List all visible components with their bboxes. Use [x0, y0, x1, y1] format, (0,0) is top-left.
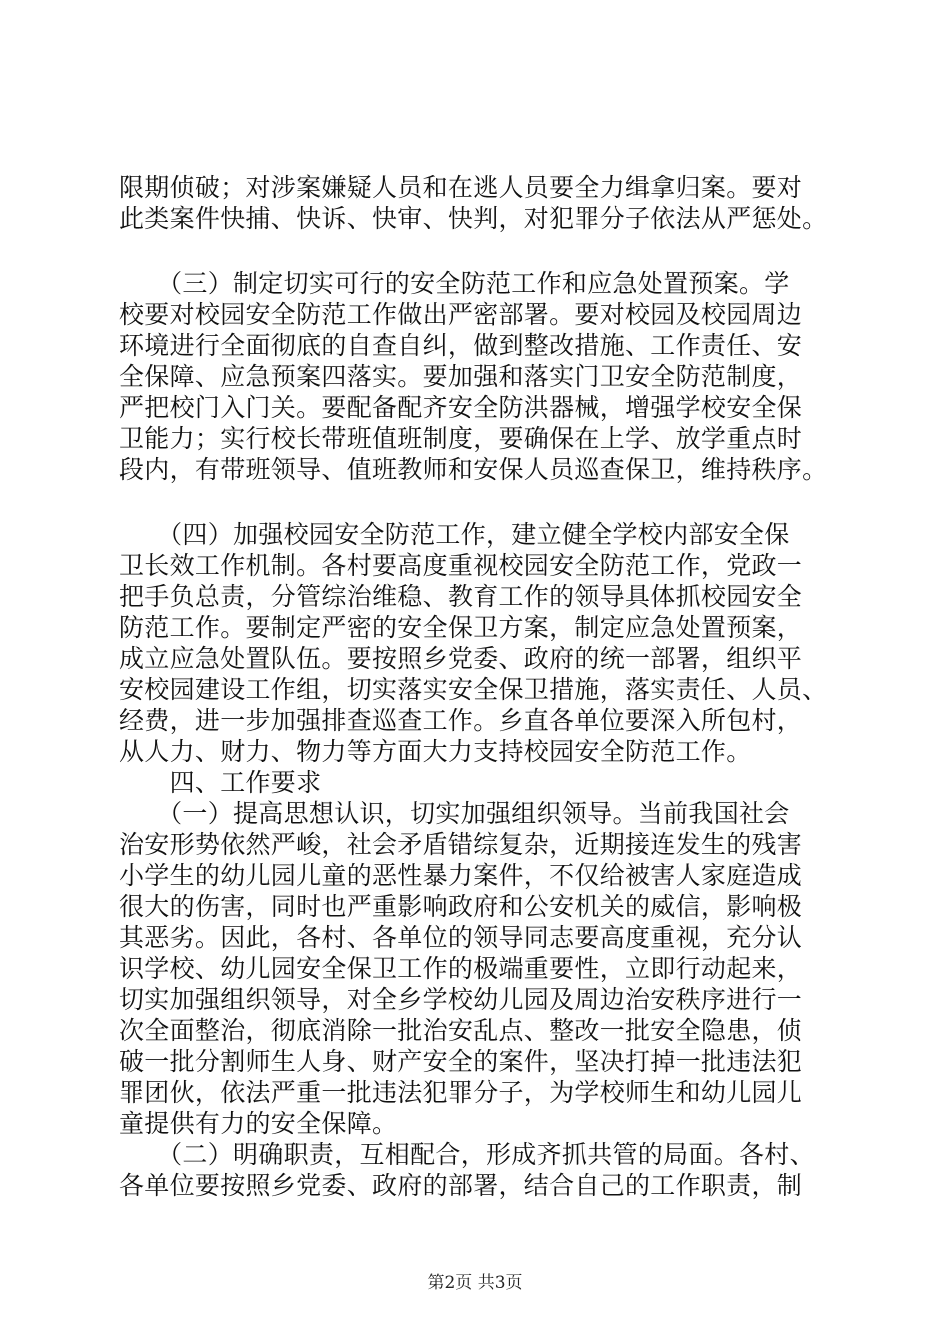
text-line: 防范工作。要制定严密的安全保卫方案，制定应急处置预案，: [119, 613, 803, 642]
text-line: 安校园建设工作组，切实落实安全保卫措施，落实责任、人员、: [119, 675, 828, 704]
text-line: 童提供有力的安全保障。: [119, 1109, 398, 1138]
text-line: 段内，有带班领导、值班教师和安保人员巡查保卫，维持秩序。: [119, 455, 828, 484]
text-line: （四）加强校园安全防范工作，建立健全学校内部安全保: [119, 520, 790, 549]
text-line: 严把校门入门关。要配备配齐安全防洪器械，增强学校安全保: [119, 393, 803, 422]
text-line: 破一批分割师生人身、财产安全的案件，坚决打掉一批违法犯: [119, 1047, 803, 1076]
text-line: 很大的伤害，同时也严重影响政府和公安机关的威信，影响极: [119, 892, 803, 921]
text-line: 成立应急处置队伍。要按照乡党委、政府的统一部署，组织平: [119, 644, 803, 673]
text-line: 经费，进一步加强排查巡查工作。乡直各单位要深入所包村，: [119, 706, 803, 735]
document-body: [119, 172, 859, 1201]
text-line: 各单位要按照乡党委、政府的部署，结合自己的工作职责，制: [119, 1171, 803, 1200]
paragraph: [119, 172, 859, 234]
text-line: 全保障、应急预案四落实。要加强和落实门卫安全防范制度，: [119, 362, 803, 391]
text-line: 卫长效工作机制。各村要高度重视校园安全防范工作，党政一: [119, 551, 803, 580]
text-line: （一）提高思想认识，切实加强组织领导。当前我国社会: [119, 799, 790, 828]
text-line: （三）制定切实可行的安全防范工作和应急处置预案。学: [119, 269, 790, 298]
text-line: 校要对校园安全防范工作做出严密部署。要对校园及校园周边: [119, 300, 803, 329]
paragraph: [119, 519, 859, 1201]
text-line: 小学生的幼儿园儿童的恶性暴力案件，不仅给被害人家庭造成: [119, 861, 803, 890]
text-line: 此类案件快捕、快诉、快审、快判，对犯罪分子依法从严惩处。: [119, 204, 828, 233]
text-line: 次全面整治，彻底消除一批治安乱点、整改一批安全隐患，侦: [119, 1016, 803, 1045]
text-line: 识学校、幼儿园安全保卫工作的极端重要性，立即行动起来，: [119, 954, 803, 983]
text-line: 限期侦破；对涉案嫌疑人员和在逃人员要全力缉拿归案。要对: [119, 173, 803, 202]
paragraph: [119, 268, 859, 485]
text-line: 把手负总责，分管综治维稳、教育工作的领导具体抓校园安全: [119, 582, 803, 611]
text-line: 卫能力；实行校长带班值班制度，要确保在上学、放学重点时: [119, 424, 803, 453]
text-line: （二）明确职责，互相配合，形成齐抓共管的局面。各村、: [119, 1140, 815, 1169]
text-line: 切实加强组织领导，对全乡学校幼儿园及周边治安秩序进行一: [119, 985, 803, 1014]
text-line: 治安形势依然严峻，社会矛盾错综复杂，近期接连发生的残害: [119, 830, 803, 859]
text-line: 从人力、财力、物力等方面大力支持校园安全防范工作。: [119, 737, 752, 766]
text-line: 其恶劣。因此，各村、各单位的领导同志要高度重视，充分认: [119, 923, 803, 952]
text-line: 罪团伙，依法严重一批违法犯罪分子，为学校师生和幼儿园儿: [119, 1078, 803, 1107]
page-number-footer: 第2页 共3页: [427, 1273, 523, 1293]
text-line: 环境进行全面彻底的自查自纠，做到整改措施、工作责任、安: [119, 331, 803, 360]
section-heading: 四、工作要求: [119, 768, 322, 797]
